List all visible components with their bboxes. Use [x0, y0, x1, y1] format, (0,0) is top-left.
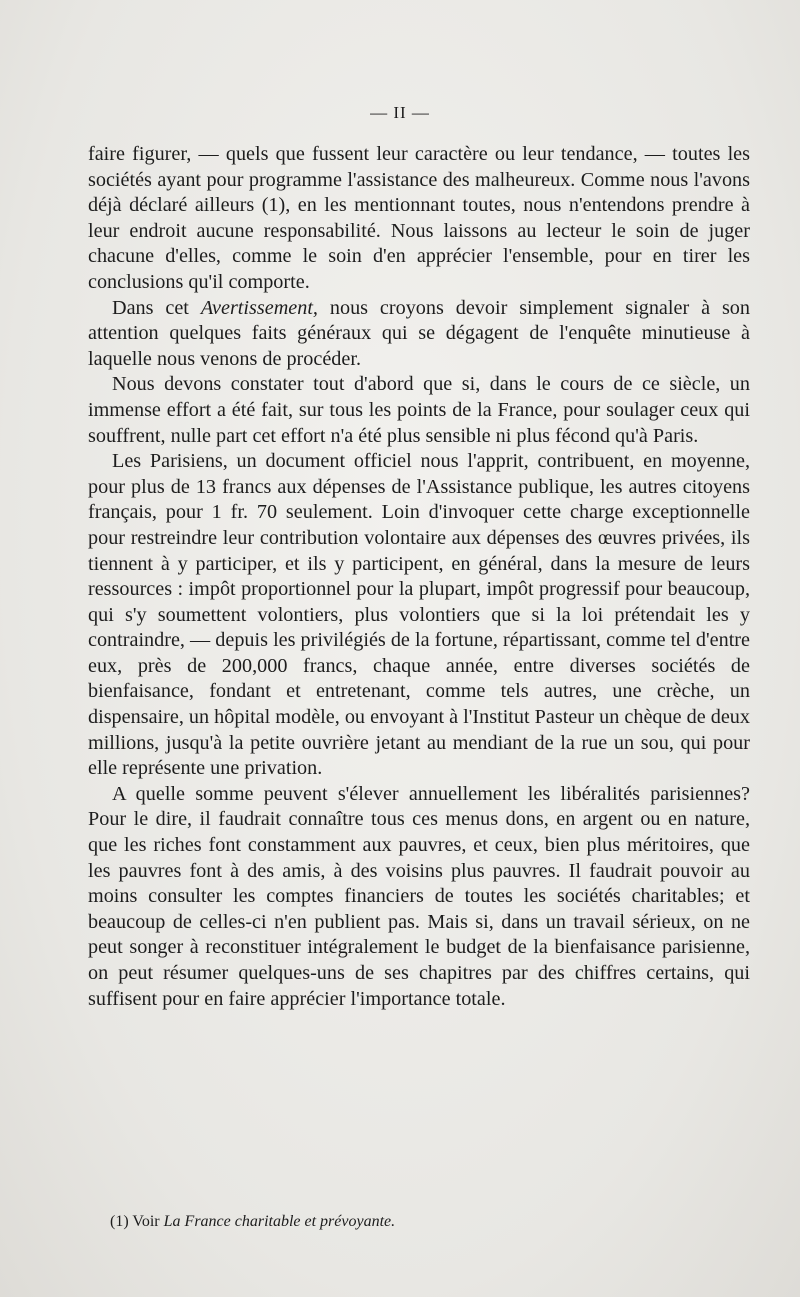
paragraph-2-lead: Dans cet	[112, 296, 201, 319]
page-number: — II —	[370, 103, 430, 122]
footnote-marker: (1) Voir	[110, 1213, 164, 1230]
paragraph-5: A quelle somme peuvent s'élever annuellement les libéralités parisiennes? Pour le dire, il faudrait connaître tous ces menus dons, en argent ou en nature, que les riches font constamment aux pauvres, et ceux, bien plus méritoires, que les pauvres font à des amis, à des voisins plus pauvres. Il faudrait pouvoir au moins consulter les comptes financiers de toutes les sociétés charitables; et beaucoup de celles-ci n'en publient pas. Mais si, dans un travail sérieux, on ne peut songer à reconstituer intégralement le budget de la bienfaisance parisienne, on peut résumer quelques-uns de ses chapitres par des chiffres certains, qui suffisent pour en faire apprécier l'importance totale.	[88, 782, 750, 1010]
footnote	[110, 1213, 710, 1231]
paragraph-2	[88, 296, 750, 373]
footnote-title: La France charitable et prévoyante.	[163, 1213, 396, 1230]
body-text	[88, 142, 750, 1012]
paragraph-3: Nous devons constater tout d'abord que si, dans le cours de ce siècle, un immense effort a été fait, sur tous les points de la France, pour soulager ceux qui souffrent, nulle part cet effort n'a été plus sensible ni plus fécond qu'à Paris.	[88, 373, 750, 447]
paragraph-2-rest: nous croyons devoir simplement signaler à son attention quelques faits généraux qui se dégagent de l'enquête minutieuse à laquelle nous venons de procéder.	[88, 296, 750, 370]
paragraph-1: faire figurer, — quels que fussent leur caractère ou leur tendance, — toutes les sociétés ayant pour programme l'assistance des malheureux. Comme nous l'avons déjà déclaré ailleurs (1), en les mentionnant toutes, nous n'entendons prendre à leur endroit aucune responsabilité. Nous laissons au lecteur le soin de juger chacune d'elles, comme le soin d'en apprécier l'ensemble, pour en tirer les conclusions qu'il comporte.	[88, 143, 750, 293]
paragraph-4: Les Parisiens, un document officiel nous l'apprit, contribuent, en moyenne, pour plus de 13 francs aux dépenses de l'Assistance publique, les autres citoyens français, pour 1 fr. 70 seulement. Loin d'invoquer cette charge exceptionnelle pour restreindre leur contribution volontaire aux dépenses des œuvres privées, ils tiennent à y participer, et ils y participent, en général, dans la mesure de leurs ressources : impôt proportionnel pour la plupart, impôt progressif pour beaucoup, qui s'y soumettent volontiers, plus volontiers que si la loi prétendait les y contraindre, — depuis les privilégiés de la fortune, répartissant, comme tel d'entre eux, près de 200,000 francs, chaque année, entre diverses sociétés de bienfaisance, fondant et entretenant, comme tels autres, une crèche, un dispensaire, un hôpital modèle, ou envoyant à l'Institut Pasteur un chèque de deux millions, jusqu'à la petite ouvrière jetant au mendiant de la rue un sou, qui pour elle représente une privation.	[88, 450, 750, 780]
avertissement-italic: Avertissement,	[200, 296, 318, 319]
